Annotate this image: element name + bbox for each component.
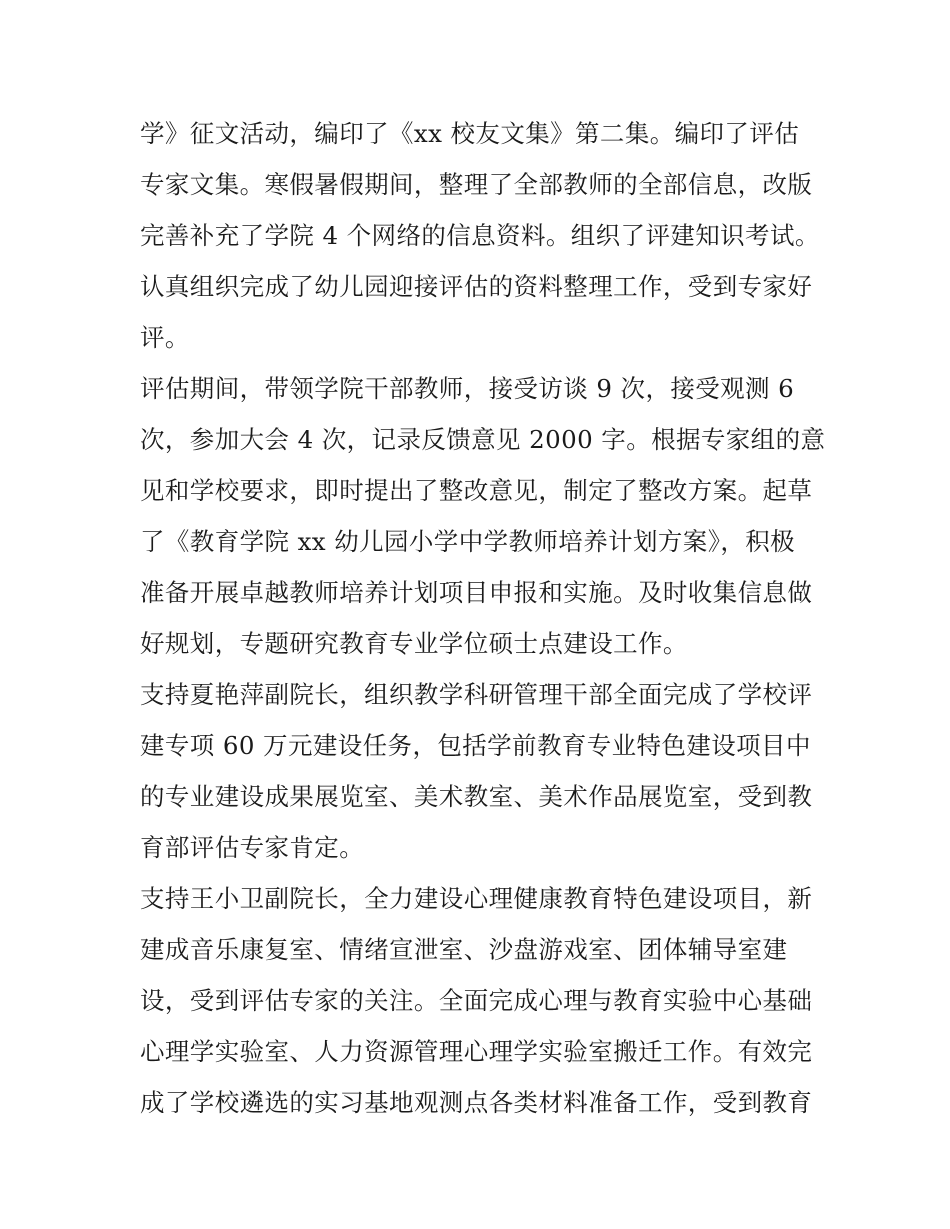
text-line: 好规划，专题研究教育专业学位硕士点建设工作。	[140, 629, 688, 658]
text-line: 专家文集。寒假暑假期间，整理了全部教师的全部信息，改版	[140, 170, 813, 199]
text-line: 心理学实验室、人力资源管理心理学实验室搬迁工作。有效完	[140, 1037, 813, 1066]
text-line: 认真组织完成了幼儿园迎接评估的资料整理工作，受到专家好	[140, 272, 813, 301]
paragraph-support-xia	[140, 669, 812, 873]
text-line: 了《教育学院 xx 幼儿园小学中学教师培养计划方案》，积极	[140, 527, 796, 556]
text-line: 评估期间，带领学院干部教师，接受访谈 9 次，接受观测 6	[140, 374, 795, 403]
text-line: 准备开展卓越教师培养计划项目申报和实施。及时收集信息做	[140, 578, 813, 607]
paragraph-support-wang	[140, 873, 812, 1128]
text-line: 次，参加大会 4 次，记录反馈意见 2000 字。根据专家组的意	[140, 425, 826, 454]
text-line: 建成音乐康复室、情绪宣泄室、沙盘游戏室、团体辅导室建	[140, 935, 788, 964]
text-line: 育部评估专家肯定。	[140, 833, 365, 862]
text-line: 设，受到评估专家的关注。全面完成心理与教育实验中心基础	[140, 986, 813, 1015]
text-line: 学》征文活动，编印了《xx 校友文集》第二集。编印了评估	[140, 119, 800, 148]
text-line: 建专项 60 万元建设任务，包括学前教育专业特色建设项目中	[140, 731, 811, 760]
text-line: 评。	[140, 323, 190, 352]
text-line: 支持夏艳萍副院长，组织教学科研管理干部全面完成了学校评	[140, 680, 813, 709]
text-line: 成了学校遴选的实习基地观测点各类材料准备工作，受到教育	[140, 1088, 813, 1117]
document-body	[140, 108, 826, 1128]
text-line: 支持王小卫副院长，全力建设心理健康教育特色建设项目，新	[140, 884, 813, 913]
text-line: 完善补充了学院 4 个网络的信息资料。组织了评建知识考试。	[140, 221, 820, 250]
paragraph-assessment-period	[140, 363, 826, 669]
text-line: 见和学校要求，即时提出了整改意见，制定了整改方案。起草	[140, 476, 813, 505]
paragraph-publications	[140, 108, 820, 363]
text-line: 的专业建设成果展览室、美术教室、美术作品展览室，受到教	[140, 782, 813, 811]
